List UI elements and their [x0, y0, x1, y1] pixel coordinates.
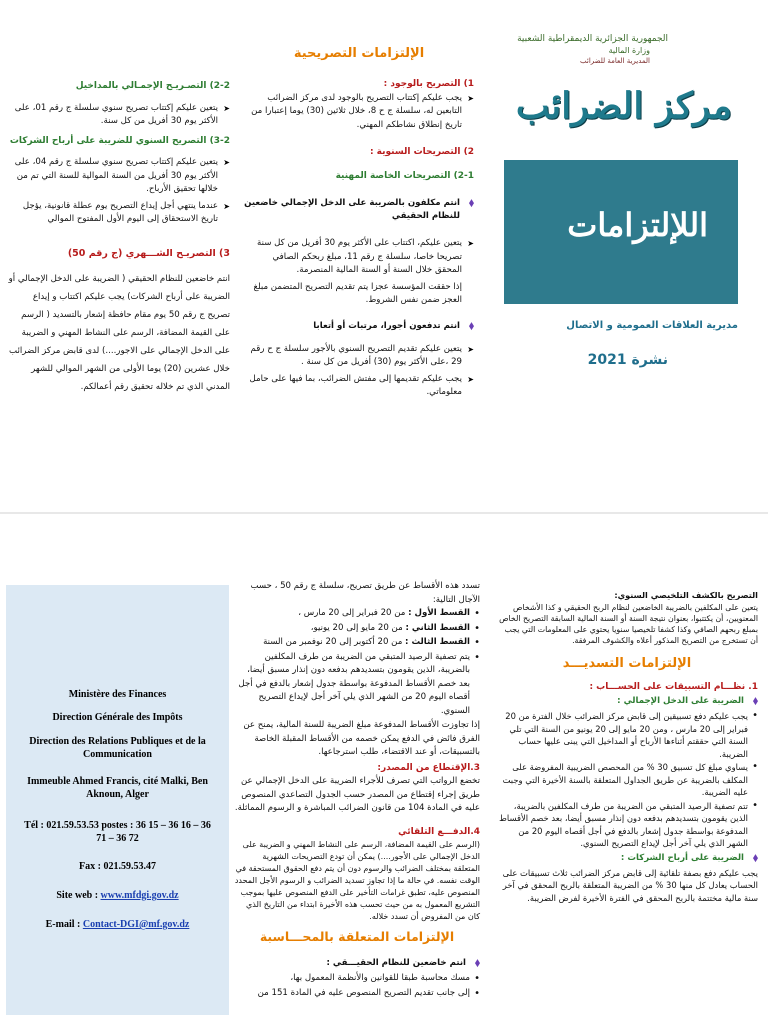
- professional-list: [244, 237, 474, 278]
- email-link[interactable]: Contact-DGI@mf.gov.dz: [82, 919, 190, 930]
- salaries-text-2: ➤ يجب عليكم تقديمها إلى مفتش الضرائب، بما فيها على حامل معلوماتي.: [244, 373, 474, 400]
- existence-text: ➤ يجب عليكم إكتتاب التصريح بالوجود لدى مركز الضرائب التابعين له، سلسلة ج ح 8، خلال ثلاثين (30) يوما إعتبارا من تاريخ إنطلاق نشاطكم المهني.: [244, 92, 474, 133]
- payment-heading: الإلتزامات التسديـــد: [562, 655, 692, 671]
- existence-list: [244, 92, 474, 133]
- accounting-subtitle: ⬧ انتم خاضعين للنظام الحقيـــقي :: [234, 957, 480, 970]
- summary-statement-text: يتعين على المكلفين بالضريبة الخاضعين لنظام الربح الحقيقي و كذا الأشخاص المعنويين، أن يكتتبوا، بعنوان نتيجة السنة أو السنة المالية السابقة التصريح الخاص بمبلغ ربحهم الصافي وكذا كشفا تلخيصيا سنويا يحتوي على المعلومات التي يجب أن تستخرج من التصريح المذكور أعلاه والكشوف المرفقة.: [499, 602, 758, 645]
- global-income-title: 2-2) التصـريـح الإجمـالي بالمداخيل: [75, 81, 230, 91]
- ministry-name: وزارة المالية: [608, 46, 650, 55]
- income-declarations-column: [8, 80, 230, 396]
- contact-address: Immeuble Ahmed Francis, cité Malki, Ben Aknoun, Alger: [27, 776, 208, 800]
- professional-text-1: ➤ يتعين عليكم، اكتتاب على الأكثر يوم 30 أفريل من كل سنة تصريحا خاصا، سلسلة ج رقم 11، مبلغ ربحكم الصافي المحقق خلال السنة أو السنة المالية المنصرمة.: [244, 237, 474, 278]
- accounting-item-1: • مسك محاسبة طبقا للقوانين والأنظمة المعمول بها،: [234, 972, 480, 986]
- directorate-name: مديرية العلاقات العمومية و الاتصال: [566, 320, 738, 331]
- installment-3: • القسط الثالث : من 20 أكتوبر إلى 20 نوفمبر من السنة: [234, 636, 480, 650]
- global-income-text: ➤ يتعين عليكم إكتتاب تصريح سنوي سلسلة ج رقم 01، على الأكثر يوم 30 أفريل من كل سنة.: [8, 102, 230, 129]
- irg-advance-2: • يساوي مبلغ كل تسبيق 30 % من المحصص الضريبية المفروضة على المكلف بالضريبة عن طريق الجداول المتعلقة بالسنة الأخيرة التي وجبت عليه الضريبة.: [496, 761, 758, 799]
- installments-list: [234, 607, 480, 718]
- ibs-annual-text-2: ➤ عندما ينتهي أجل إيداع التصريح يوم عطلة قانونية، يؤجل تاريخ الاستحقاق إلى اليوم الأول المفتوح الموالي: [8, 200, 230, 227]
- ibs-advances-subtitle: ⬧ الضريبة على أرباح الشركات :: [496, 852, 758, 865]
- global-income-list: [8, 102, 230, 129]
- republic-header: [478, 33, 668, 66]
- contact-fax: Fax : 021.59.53.47: [79, 861, 156, 872]
- monthly-declaration-text: انتم خاضعين للنظام الحقيقي ( الضريبة على الدخل الإجمالي أو الضريبة على أرباح الشركات) يجب عليكم اكتتاب و إيداع تصريح ج رقم 50 يوم مقام حافظة إشعار بالتسديد ( الرسم على القيمة المضافة، الرسم على النشاط المهني و الضريبة على الدخل الإجمالي على الاجور....) لدى قابض مركز الضرائب خلال عشرين (20) يوما الأولى من الشهر الموالي للشهر المدني الذي تم خلاله تحقيق رقم أعمالكم.: [8, 274, 230, 392]
- professional-text-2: إذا حققت المؤسسة عجزا يتم تقديم التصريح المتضمن مبلغ العجز ضمن نفس الشروط.: [253, 281, 462, 305]
- installments-intro: تسدد هذه الأقساط عن طريق تصريح، سلسلة ج رقم 50 ، حسب الآجال التالية:: [250, 581, 480, 605]
- excess-text: إذا تجاوزت الأقساط المدفوعة مبلغ الضريبة للسنة المالية، يمنح عن الفرق فائض في الدفع يمكن خصمه من الأقساط المقبلة الخاصة بالتسبيقات، أو عند الاقتضاء، طلب استرجاعها.: [243, 720, 480, 757]
- payment-obligations-column: [496, 590, 758, 904]
- republic-name: الجمهورية الجزائرية الديمقراطية الشعبية: [517, 34, 668, 44]
- ibs-annual-text-1: ➤ يتعين عليكم إكتتاب تصريح سنوي سلسلة ج رقم 04، على الأكثر يوم 30 أفريل من السنة الموالية للسنة التي تم من خلالها تحقيق الأرباح.: [8, 156, 230, 197]
- withholding-title: 3.الإقتطاع من المصدر:: [377, 762, 480, 773]
- salaries-list: [244, 343, 474, 400]
- accounting-item-2: • إلى جانب تقديم التصريح المنصوص عليه في المادة 151 من: [234, 987, 480, 1001]
- salaries-text-1: ➤ يتعين عليكم تقديم التصريح السنوي بالأجور سلسلة ج ح رقم 29 ،على الأكثر يوم (30) أفريل من كل سنة .: [244, 343, 474, 370]
- spontaneous-payment-text: (الرسم على القيمة المضافة، الرسم على النشاط المهني و الضريبة على الدخل الإجمالي على الأجور....) يمكن أن تودع التصريحات الشهرية المتعلقة بمختلف الضرائب والرسوم دون أن يتم دفع الحقوق المستحقة في الوقت نفسه. في حالة ما إذا تجاوز تسديد الضرائب و الرسوم الأجل المحدد المنصوص عليه، تطبق غرامات التأخير على الدفع المنصوص عليها بموجب التشريع المعمول به من حيث تحسب هذه الأخيرة ابتداء من التاريخ الذي كان من المفروض أن تسدد خلاله.: [234, 840, 480, 921]
- irg-advances-subtitle: ⬧ الضريبة على الدخل الإجمالي :: [496, 695, 758, 708]
- professional-declarations-title: 2-1) التصريحات الخاصة المهنية: [335, 170, 474, 181]
- fold-divider: [0, 512, 768, 514]
- reliquat-text: • يتم تصفية الرصيد المتبقي من الضريبة من طرف المكلفين بالضريبة، الذين يقومون بتسديدهم بدفعه دون إنذار مسبق أيضا، بعد خصم الأقساط المدفوعة بواسطة جدول إشعار بالدفع في أجل أقصاه اليوم 20 من الشهر الذي يلي آخر أجل لإيداع التصريح السنوي.: [234, 651, 480, 719]
- contact-ministry: Ministère des Finances: [68, 689, 167, 700]
- accounting-list: [234, 972, 480, 1000]
- contact-dg: Direction Générale des Impôts: [52, 712, 183, 723]
- withholding-text: تخضع الرواتب التي تصرف للأجراء الضريبة على الدخل الإجمالي عن طريق إجراء إقتطاع من المصدر حسب الجدول التصاعدي المنصوص عليه في المادة 104 من قانون الضرائب المباشرة و الرسوم المماثلة.: [234, 776, 480, 813]
- site-link[interactable]: www.mfdgi.gov.dz: [100, 890, 179, 901]
- center-title: مركز الضرائب: [515, 85, 732, 127]
- ibs-advances-text: يجب عليكم دفع بصفة تلقائية إلى قابض مركز الضرائب ثلاث تسبيقات على الحساب يعادل كل منها 30 % من الضريبة المتعلقة بالربح المحقق في آخر سنة مالية مختتمة بالربح المحقق في الفترة الأخيرة لفرض الضريبة.: [502, 867, 758, 903]
- monthly-declaration-title: 3) التصريـح الشـــهري (ج رقم 50): [67, 247, 230, 259]
- email-label: E-mail :: [45, 919, 83, 930]
- ibs-annual-title: 3-2) التصريح السنوي للضريبة على أرباح الشركات: [9, 135, 230, 146]
- irg-advances-list: [496, 710, 758, 850]
- summary-statement-title: التصريح بالكشف التلخيصي السنوي:: [614, 590, 758, 600]
- banner-title: اللإلتزامات: [567, 206, 708, 244]
- installment-2: • القسط الثاني : من 20 مايو إلى 20 يونيو،: [234, 622, 480, 636]
- accounting-heading: الإلتزامات المتعلقة بالمحـــاسبة: [259, 929, 455, 944]
- dgi-name: المديرية العامة للضرائب: [580, 57, 650, 65]
- spontaneous-payment-title: 4.الدفـــع التلقائي: [398, 826, 480, 837]
- title-banner: [504, 160, 738, 304]
- contact-site: [6, 890, 229, 901]
- contact-box: [6, 585, 229, 1015]
- advances-title: 1. نظـــام التسبيقات على الحســـاب :: [589, 681, 758, 692]
- ibs-annual-list: [8, 156, 230, 227]
- salaries-subtitle: ⬧ انتم تدفعون أجورا، مرتبات أو أتعابا: [244, 320, 474, 333]
- contact-direction: Direction des Relations Publiques et de la Communication: [29, 736, 206, 760]
- site-label: Site web :: [56, 890, 101, 901]
- existence-title: 1) التصريح بالوجود :: [383, 79, 474, 89]
- annual-declarations-title: 2) التصريحات السنوية :: [369, 147, 474, 157]
- payments-continued-column: [234, 580, 480, 1001]
- irg-real-regime-subtitle: ⬧ انتم مكلفون بالضريبة على الدخل الإجمالي خاضعين للنظام الحقيقي: [244, 197, 474, 223]
- irg-advance-3: • تتم تصفية الرصيد المتبقي من الضريبة من طرف المكلفين بالضريبة، الذين يقومون بتسديدهم بدفعه دون إنذار مسبق أيضا، بعد خصم الأقساط المدفوعة بواسطة جدول إشعار بالدفع في أجل أقصاه اليوم 20 من الشهر الذي يلي آخر أجل لإيداع التصريح السنوي.: [496, 800, 758, 850]
- installment-1: • القسط الأول : من 20 فبراير إلى 20 مارس ،: [234, 607, 480, 621]
- edition-label: نشرة 2021: [587, 352, 668, 368]
- contact-email: [6, 919, 229, 930]
- declarative-obligations-column: [244, 44, 474, 403]
- irg-advance-1: • يجب عليكم دفع تسبيقين إلى قابض مركز الضرائب خلال الفترة من 20 فبراير إلى 20 مارس ، ومن 20 مايو إلى 20 يونيو من السنة التي تلي السنة التي حققتم أثناءها الأرباح أو المداخيل التي يبنى عليها حساب الضريبة.: [496, 710, 758, 760]
- contact-tel: Tél : 021.59.53.53 postes : 36 15 – 36 16 – 36 71 – 36 72: [24, 820, 211, 844]
- declarative-heading: الإلتزامات التصريحية: [293, 46, 425, 61]
